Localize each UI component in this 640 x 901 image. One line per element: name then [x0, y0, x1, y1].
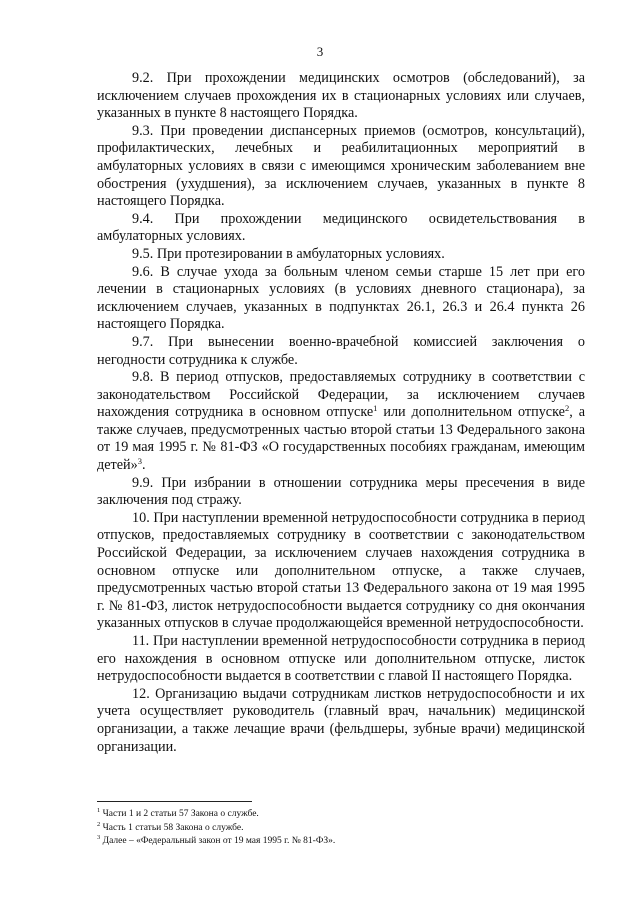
page-number: 3	[316, 44, 324, 59]
footnote-ref-3: 3	[137, 456, 142, 467]
body-text	[97, 70, 585, 756]
footnote-1	[97, 808, 585, 822]
footnote-ref-2: 2	[564, 403, 570, 414]
footnote-mark: 1	[97, 807, 101, 814]
footnote-2	[97, 822, 585, 836]
footnotes	[97, 808, 585, 849]
footnote-text: Части 1 и 2 статьи 57 Закона о службе.	[100, 809, 259, 819]
paragraph-9-2: 9.2. При прохождении медицинских осмотров (обследований), за исключением случаев прохождения их в стационарных условиях или случаев, указанных в пункте 8 настоящего Порядка.	[97, 70, 585, 122]
paragraph-12: 12. Организацию выдачи сотрудникам листков нетрудоспособности и их учета осуществляет руководитель (главный врач, начальник) медицинской организации, а также лечащие врачи (фельдшеры, зубные врачи) медицинской организации.	[97, 685, 585, 755]
paragraph-9-9: 9.9. При избрании в отношении сотрудника меры пресечения в виде заключения под стражу.	[97, 474, 585, 509]
paragraph-9-8-part3: , а также случаев, предусмотренных частью второй статьи 13 Федерального закона от 19 мая 1995 г. № 81-ФЗ «О государственных пособиях гражданам, имеющим детей»	[97, 404, 585, 474]
paragraph-9-4: 9.4. При прохождении медицинского освидетельствования в амбулаторных условиях.	[97, 210, 585, 245]
paragraph-11: 11. При наступлении временной нетрудоспособности сотрудника в период его нахождения в основном отпуске или дополнительном отпуске, листок нетрудоспособности выдается в соответствии с главой II настоящего Порядка.	[97, 633, 585, 685]
footnote-text: Часть 1 статьи 58 Закона о службе.	[100, 822, 244, 833]
paragraph-9-8-part4: .	[141, 457, 146, 474]
footnote-text: Далее – «Федеральный закон от 19 мая 1995 г. № 81-ФЗ».	[100, 836, 336, 846]
paragraph-9-7: 9.7. При вынесении военно-врачебной комиссией заключения о негодности сотрудника к службе.	[97, 333, 585, 368]
paragraph-9-8	[97, 369, 585, 475]
footnote-ref-1: 1	[373, 403, 378, 414]
paragraph-10: 10. При наступлении временной нетрудоспособности сотрудника в период отпусков, предоставляемых сотруднику в соответствии с законодательством Российской Федерации, за исключением случаев нахождения сотрудника в основном отпуске или дополнительном отпуске, а также случаев, предусмотренных частью второй статьи 13 Федерального закона от 19 мая 1995 г. № 81-ФЗ, листок нетрудоспособности выдается сотруднику со дня окончания указанных отпусков в случае продолжающейся временной нетрудоспособности.	[97, 509, 585, 632]
paragraph-9-8-part2: или дополнительном отпуске	[377, 404, 565, 421]
footnote-mark: 3	[97, 834, 101, 841]
footnote-divider	[97, 801, 252, 802]
paragraph-9-6: 9.6. В случае ухода за больным членом семьи старше 15 лет при его лечении в стационарных условиях (в условиях дневного стационара), за исключением случаев, указанных в подпунктах 26.1, 26.3 и 26.4 пункта 26 настоящего Порядка.	[97, 263, 585, 333]
footnote-3	[97, 835, 585, 849]
footnote-mark: 2	[97, 820, 101, 828]
paragraph-9-8-part1: 9.8. В период отпусков, предоставляемых сотруднику в соответствии с законодательством Российской Федерации, за исключением случаев нахождения сотрудника в основном отпуске	[97, 369, 585, 421]
paragraph-9-3: 9.3. При проведении диспансерных приемов (осмотров, консультаций), профилактических, лечебных и реабилитационных мероприятий в амбулаторных условиях в связи с имеющимся хроническим заболеванием вне обострения (ухудшения), за исключением случаев, указанных в пункте 8 настоящего Порядка.	[97, 122, 585, 210]
paragraph-9-5: 9.5. При протезировании в амбулаторных условиях.	[132, 245, 445, 262]
